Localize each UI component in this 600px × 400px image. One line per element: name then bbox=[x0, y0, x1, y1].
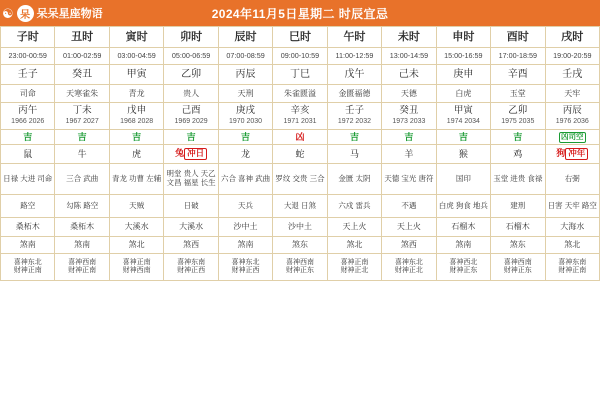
row-nayin-cell: 天上火 bbox=[382, 218, 436, 237]
row-chong bbox=[1, 145, 600, 164]
row-jixiong-cell: 吉 bbox=[164, 130, 218, 145]
row-ji-items-cell: 明堂 贵人 天乙 文昌 福星 长生 bbox=[164, 164, 218, 195]
row-nayin-cell: 大溪水 bbox=[164, 218, 218, 237]
row-nayin-cell: 沙中土 bbox=[273, 218, 327, 237]
row-sha-direction-cell: 煞东 bbox=[491, 237, 545, 254]
row-chong-cell: 兔 冲日 bbox=[164, 145, 218, 164]
row-ji-items-cell: 金匮 太阴 bbox=[327, 164, 381, 195]
row-jixiong-cell: 吉 bbox=[436, 130, 490, 145]
row-xiong-items bbox=[1, 195, 600, 218]
row-year-ganzhi-cell: 癸丑 1973 2033 bbox=[382, 103, 436, 130]
row-jixiong-cell: 吉 bbox=[382, 130, 436, 145]
brand-name: 呆呆星座物语 bbox=[36, 8, 103, 20]
hour-label-4: 辰时 bbox=[218, 27, 272, 48]
row-sha-direction-cell: 煞南 bbox=[1, 237, 55, 254]
row-ganzhi bbox=[1, 65, 600, 85]
row-chong-cell: 牛 bbox=[55, 145, 109, 164]
hour-label-2: 寅时 bbox=[109, 27, 163, 48]
row-chong-cell: 鸡 bbox=[491, 145, 545, 164]
row-nayin-cell: 沙中土 bbox=[218, 218, 272, 237]
row-chong-cell: 鼠 bbox=[1, 145, 55, 164]
row-ganzhi-cell: 癸丑 bbox=[55, 65, 109, 85]
row-shen-cell: 金匮福德 bbox=[327, 85, 381, 103]
row-xiong-items-cell: 日害 天牢 路空 bbox=[545, 195, 599, 218]
row-ganzhi-cell: 甲寅 bbox=[109, 65, 163, 85]
row-caishen-cell: 喜神东南 财神正西 bbox=[164, 254, 218, 281]
row-caishen-cell: 喜神正南 财神西南 bbox=[109, 254, 163, 281]
row-chong-cell: 狗 冲年 bbox=[545, 145, 599, 164]
row-sha-direction-cell: 煞东 bbox=[273, 237, 327, 254]
row-chong-cell: 蛇 bbox=[273, 145, 327, 164]
row-shen-cell: 玉堂 bbox=[491, 85, 545, 103]
row-xiong-items-cell: 路空 bbox=[1, 195, 55, 218]
row-time-range-cell: 13:00-14:59 bbox=[382, 48, 436, 65]
row-jixiong bbox=[1, 130, 600, 145]
row-jixiong-cell: 吉 bbox=[109, 130, 163, 145]
row-ganzhi-cell: 丙辰 bbox=[218, 65, 272, 85]
row-jixiong-cell: 凶司空 bbox=[545, 130, 599, 145]
row-time-range-cell: 05:00-06:59 bbox=[164, 48, 218, 65]
row-ji-items-cell: 右弼 bbox=[545, 164, 599, 195]
row-jixiong-cell: 吉 bbox=[55, 130, 109, 145]
row-ganzhi-cell: 戊午 bbox=[327, 65, 381, 85]
row-hour bbox=[1, 27, 600, 48]
hour-label-1: 丑时 bbox=[55, 27, 109, 48]
row-ji-items-cell: 天德 宝光 唐符 bbox=[382, 164, 436, 195]
row-caishen-cell: 喜神东北 财神正北 bbox=[382, 254, 436, 281]
row-nayin-cell: 桑柘木 bbox=[1, 218, 55, 237]
row-nayin-cell: 石榴木 bbox=[491, 218, 545, 237]
row-sha-direction-cell: 煞北 bbox=[327, 237, 381, 254]
row-year-ganzhi-cell: 乙卯 1975 2035 bbox=[491, 103, 545, 130]
row-chong-cell: 龙 bbox=[218, 145, 272, 164]
row-ji-items-cell: 罗纹 交贵 三合 bbox=[273, 164, 327, 195]
row-nayin-cell: 大海水 bbox=[545, 218, 599, 237]
row-caishen-cell: 喜神西南 财神正东 bbox=[273, 254, 327, 281]
hour-label-9: 酉时 bbox=[491, 27, 545, 48]
row-year-ganzhi-cell: 壬子 1972 2032 bbox=[327, 103, 381, 130]
row-shen-cell: 司命 bbox=[1, 85, 55, 103]
row-time-range-cell: 17:00-18:59 bbox=[491, 48, 545, 65]
hour-label-5: 巳时 bbox=[273, 27, 327, 48]
row-xiong-items-cell: 日破 bbox=[164, 195, 218, 218]
row-nayin-cell: 桑柘木 bbox=[55, 218, 109, 237]
row-caishen-cell: 喜神东南 财神正南 bbox=[545, 254, 599, 281]
page-title: 2024年11月5日星期二 时辰宜忌 bbox=[211, 6, 389, 21]
row-caishen-cell: 喜神正南 财神正北 bbox=[327, 254, 381, 281]
hour-label-8: 申时 bbox=[436, 27, 490, 48]
row-caishen-cell: 喜神西南 财神正南 bbox=[55, 254, 109, 281]
row-caishen-cell: 喜神东北 财神正南 bbox=[1, 254, 55, 281]
row-time-range bbox=[1, 48, 600, 65]
row-ganzhi-cell: 己未 bbox=[382, 65, 436, 85]
brand[interactable] bbox=[0, 0, 103, 26]
row-sha-direction-cell: 煞南 bbox=[218, 237, 272, 254]
row-ji-items-cell: 国印 bbox=[436, 164, 490, 195]
hour-label-10: 戌时 bbox=[545, 27, 599, 48]
row-xiong-items-cell: 天贼 bbox=[109, 195, 163, 218]
row-caishen-cell: 喜神西南 财神正东 bbox=[491, 254, 545, 281]
row-xiong-items-cell: 大退 日煞 bbox=[273, 195, 327, 218]
row-nayin-cell: 天上火 bbox=[327, 218, 381, 237]
row-shen-cell: 朱雀匮溢 bbox=[273, 85, 327, 103]
row-jixiong-cell: 吉 bbox=[1, 130, 55, 145]
row-chong-cell: 猴 bbox=[436, 145, 490, 164]
row-caishen-cell: 喜神东北 财神正西 bbox=[218, 254, 272, 281]
row-ji-items-cell: 三合 武曲 bbox=[55, 164, 109, 195]
row-time-range-cell: 07:00-08:59 bbox=[218, 48, 272, 65]
row-shen-cell: 白虎 bbox=[436, 85, 490, 103]
row-year-ganzhi-cell: 庚戌 1970 2030 bbox=[218, 103, 272, 130]
row-year-ganzhi-cell: 戊申 1968 2028 bbox=[109, 103, 163, 130]
row-sha-direction bbox=[1, 237, 600, 254]
row-shen-cell: 贵人 bbox=[164, 85, 218, 103]
row-chong-cell: 羊 bbox=[382, 145, 436, 164]
row-ji-items-cell: 玉堂 进贵 食禄 bbox=[491, 164, 545, 195]
yinyang-icon: ☯ bbox=[2, 5, 14, 21]
row-sha-direction-cell: 煞南 bbox=[55, 237, 109, 254]
row-jixiong-cell: 凶 bbox=[273, 130, 327, 145]
row-caishen bbox=[1, 254, 600, 281]
row-ji-items-cell: 六合 喜神 武曲 bbox=[218, 164, 272, 195]
row-year-ganzhi-cell: 丙辰 1976 2036 bbox=[545, 103, 599, 130]
row-shen-cell: 青龙 bbox=[109, 85, 163, 103]
row-nayin-cell: 大溪水 bbox=[109, 218, 163, 237]
row-ganzhi-cell: 庚申 bbox=[436, 65, 490, 85]
row-xiong-items-cell: 天兵 bbox=[218, 195, 272, 218]
row-ganzhi-cell: 乙卯 bbox=[164, 65, 218, 85]
row-time-range-cell: 23:00-00:59 bbox=[1, 48, 55, 65]
row-sha-direction-cell: 煞南 bbox=[436, 237, 490, 254]
row-sha-direction-cell: 煞西 bbox=[382, 237, 436, 254]
row-xiong-items-cell: 建刑 bbox=[491, 195, 545, 218]
row-time-range-cell: 09:00-10:59 bbox=[273, 48, 327, 65]
hour-label-0: 子时 bbox=[1, 27, 55, 48]
row-ganzhi-cell: 壬子 bbox=[1, 65, 55, 85]
row-xiong-items-cell: 勾陈 路空 bbox=[55, 195, 109, 218]
row-sha-direction-cell: 煞西 bbox=[164, 237, 218, 254]
row-ganzhi-cell: 壬戌 bbox=[545, 65, 599, 85]
row-nayin bbox=[1, 218, 600, 237]
row-xiong-items-cell: 不遇 bbox=[382, 195, 436, 218]
row-time-range-cell: 03:00-04:59 bbox=[109, 48, 163, 65]
row-caishen-cell: 喜神西北 财神正东 bbox=[436, 254, 490, 281]
row-shen bbox=[1, 85, 600, 103]
row-time-range-cell: 19:00-20:59 bbox=[545, 48, 599, 65]
row-year-ganzhi-cell: 丙午 1966 2026 bbox=[1, 103, 55, 130]
row-nayin-cell: 石榴木 bbox=[436, 218, 490, 237]
row-ganzhi-cell: 辛酉 bbox=[491, 65, 545, 85]
hour-label-3: 卯时 bbox=[164, 27, 218, 48]
row-xiong-items-cell: 白虎 狗食 地兵 bbox=[436, 195, 490, 218]
hour-label-6: 午时 bbox=[327, 27, 381, 48]
row-chong-cell: 虎 bbox=[109, 145, 163, 164]
row-time-range-cell: 11:00-12:59 bbox=[327, 48, 381, 65]
hour-fortune-table bbox=[0, 26, 600, 281]
row-year-ganzhi-cell: 辛亥 1971 2031 bbox=[273, 103, 327, 130]
row-year-ganzhi-cell: 甲寅 1974 2034 bbox=[436, 103, 490, 130]
row-sha-direction-cell: 煞北 bbox=[109, 237, 163, 254]
row-sha-direction-cell: 煞北 bbox=[545, 237, 599, 254]
row-jixiong-cell: 吉 bbox=[491, 130, 545, 145]
row-shen-cell: 天刑 bbox=[218, 85, 272, 103]
hour-label-7: 未时 bbox=[382, 27, 436, 48]
row-shen-cell: 天德 bbox=[382, 85, 436, 103]
row-ji-items-cell: 日禄 大进 司命 bbox=[1, 164, 55, 195]
row-shen-cell: 天牢 bbox=[545, 85, 599, 103]
row-year-ganzhi bbox=[1, 103, 600, 130]
row-shen-cell: 天寒雀朱 bbox=[55, 85, 109, 103]
row-ji-items-cell: 青龙 功曹 左辅 bbox=[109, 164, 163, 195]
row-ganzhi-cell: 丁巳 bbox=[273, 65, 327, 85]
row-jixiong-cell: 吉 bbox=[218, 130, 272, 145]
row-jixiong-cell: 吉 bbox=[327, 130, 381, 145]
page-header bbox=[0, 0, 600, 26]
row-xiong-items-cell: 六戍 雷兵 bbox=[327, 195, 381, 218]
row-chong-cell: 马 bbox=[327, 145, 381, 164]
row-year-ganzhi-cell: 丁未 1967 2027 bbox=[55, 103, 109, 130]
row-time-range-cell: 15:00-16:59 bbox=[436, 48, 490, 65]
row-ji-items bbox=[1, 164, 600, 195]
brand-logo-icon: 呆 bbox=[17, 5, 34, 22]
row-time-range-cell: 01:00-02:59 bbox=[55, 48, 109, 65]
row-year-ganzhi-cell: 己酉 1969 2029 bbox=[164, 103, 218, 130]
